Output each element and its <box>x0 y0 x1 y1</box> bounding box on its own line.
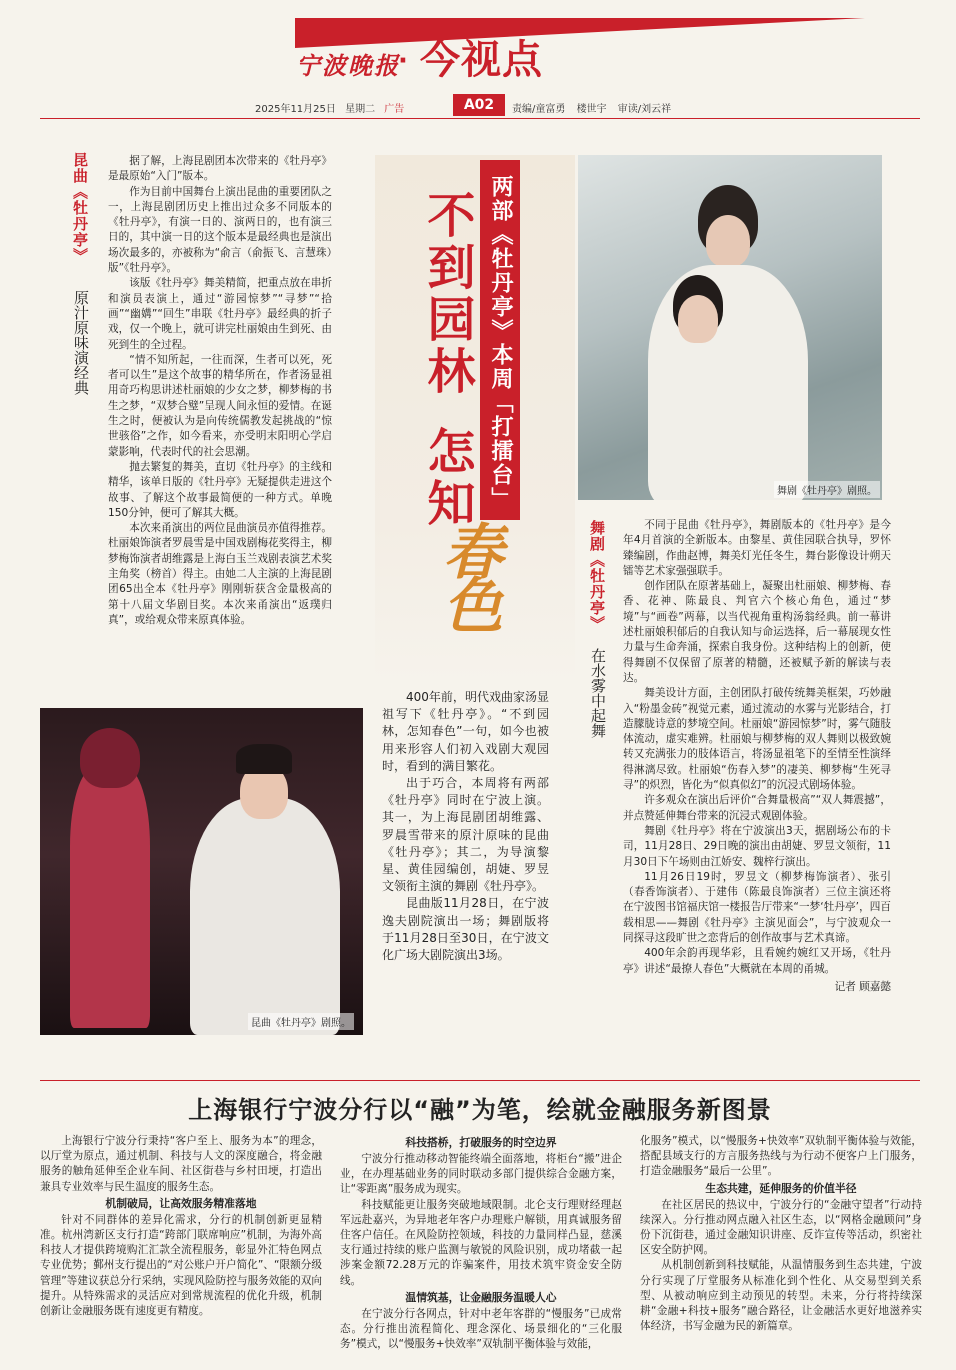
reporter-byline: 记者 顾嘉懿 <box>834 980 891 993</box>
bank-article-col2 <box>340 1134 622 1352</box>
subheading: 机制破局，让高效服务精准落地 <box>105 1196 257 1210</box>
paragraph: 舞剧《牡丹亭》将在宁波演出3天，据剧场公布的卡司，11月28日、29日晚的演出由胡婕、罗昱文领衔，11月30日下午场则由江娇安、魏梓行演出。 <box>623 824 891 868</box>
dance-article-title: 舞剧《牡丹亭》 <box>588 520 606 632</box>
paragraph: 400年余韵再现华彩，且看婉约婉红又开场，《牡丹亭》讲述“最撩人春色”大概就在本周的甬城。 <box>623 947 891 975</box>
designer: 楼世宇 <box>576 104 607 115</box>
masthead-dot: · <box>398 46 408 76</box>
page-number: A02 <box>453 94 505 116</box>
paragraph: 宁波分行推动移动智能终端全面落地，将柜台“搬”进企业，在办理基础业务的同时联动多部门提供综合金融方案，让“零距离”服务成为现实。 <box>340 1153 622 1196</box>
paragraph: 本次来甬演出的两位昆曲演员亦值得推荐。杜丽娘饰演者罗晨雪是中国戏剧梅花奖得主，柳梦梅饰演者胡维露是上海白玉兰戏剧表演艺术奖主角奖（榜首）得主。由她二人主演的上海昆剧团65出全本《牡丹亭》刚刚斩获含金量极高的第十八届文华剧目奖。本次来甬演出“返璞归真”，或给观众带来原真体验。 <box>108 522 332 626</box>
main-headline-line1: 不到园林 <box>419 190 475 398</box>
bottom-rule <box>40 1080 920 1081</box>
kun-article-title: 昆曲《牡丹亭》 <box>71 152 89 264</box>
paragraph: 该版《牡丹亭》舞美精简，把重点放在串折和演员表演上，通过“游园惊梦”“寻梦”“拾画”“幽媾”“回生”串联《牡丹亭》最经典的折子戏，仅一个晚上，就可讲完杜丽娘由生到死、由死到生的全过程。 <box>108 277 332 351</box>
headline-side-text: 两部《牡丹亭》本周「打擂台」 <box>488 175 513 511</box>
paragraph: 据了解，上海昆剧团本次带来的《牡丹亭》是最原始“入门”版本。 <box>108 155 332 183</box>
proofreader: 审读/刘云祥 <box>617 104 672 115</box>
paragraph: 上海银行宁波分行秉持“客户至上、服务为本”的理念，以厅堂为原点，通过机制、科技与人文的深度融合，将金融服务的触角延伸至企业车间、社区街巷与乡村田埂，打造出兼具专业效率与民生温度的服务生态。 <box>40 1135 322 1193</box>
paragraph: 科技赋能更让服务突破地域限制。北仑支行理财经理赵军远赴嘉兴，为异地老年客户办理账户解锁，用真诚服务留住客户信任。在风险防控领域，科技的力量同样凸显，慈溪支行通过持续的账户监测与敏锐的风险识别，成功堵截一起涉案金额72.28万元的诈骗案件，用技术筑牢资金安全防线。 <box>340 1198 622 1287</box>
paragraph: 针对不同群体的差异化需求，分行的机制创新更显精准。杭州湾新区支行打造“跨部门联席响应”机制，为海外高科技人才提供跨境购汇汇款全流程服务，彰显外汇特色网点专业优势；鄞州支行提出的“对公账户开户简化”、“限额分级管理”等建议获总分行采纳，实现风险防控与服务效能的双向提升。从特殊需求的灵活应对到常规流程的优化升级，机制创新让金融服务既有速度更有精度。 <box>40 1213 322 1318</box>
photo-figure-left <box>70 768 150 1028</box>
paragraph: 在社区居民的热议中，宁波分行的“金融守望者”行动持续深入。分行推动网点融入社区生态，以“网格金融顾问”身份下沉街巷，通过金融知识讲座、反诈宣传等活动，织密社区安全防护网。 <box>640 1198 922 1257</box>
newspaper-name: 宁波晚报 <box>296 51 400 80</box>
section-title: 今视点 <box>420 37 543 83</box>
photo-hat-right <box>236 744 292 774</box>
photo-figure-face-2 <box>678 295 718 343</box>
kun-photo-caption: 昆曲《牡丹亭》剧照。 <box>248 1013 354 1030</box>
bank-article-col3 <box>640 1134 922 1334</box>
bank-article-headline: 上海银行宁波分行以“融”为笔，绘就金融服务新图景 <box>188 1096 772 1124</box>
top-rule <box>40 118 920 119</box>
paragraph: 创作团队在原著基础上，凝聚出杜丽娘、柳梦梅、春香、花神、陈最良、判官六个核心角色，通过“梦境”与“画卷”两幕，以当代视角重构汤翁经典。前一幕讲述杜丽娘积郁后的自我认知与命运选择，后一幕展现女性力量与生命奔涌，探索自我身份。这种结构上的创新，使得舞剧不仅保留了原著的精髓，还被赋予新的解读与表达。 <box>623 580 891 684</box>
photo-headdress <box>80 728 140 788</box>
headline-spring: 春色 <box>433 520 503 628</box>
dance-article-subtitle: 在水雾中起舞 <box>589 648 607 738</box>
dance-photo-caption: 舞剧《牡丹亭》剧照。 <box>774 481 880 498</box>
kun-article-body <box>108 154 332 628</box>
bank-article-col1 <box>40 1134 322 1319</box>
kun-article-subtitle: 原汁原味演经典 <box>72 290 90 395</box>
paragraph: 化服务”模式，以“慢服务+快效率”双轨制平衡体验与效能，搭配县域支行的方言服务热线与为行动不便客户上门服务，打造金融服务“最后一公里”。 <box>640 1135 922 1178</box>
dance-photo <box>578 155 882 500</box>
paragraph: 出于巧合，本周将有两部《牡丹亭》同时在宁波上演。其一，为上海昆剧团胡维露、罗晨雪带来的原汁原味的昆曲《牡丹亭》；其二，为导演黎星、黄佳园编创，胡婕、罗昱文领衔主演的舞剧《牡丹亭》。 <box>382 776 549 894</box>
paragraph: 昆曲版11月28日，在宁波逸夫剧院演出一场；舞剧版将于11月28日至30日，在宁波文化广场大剧院演出3场。 <box>382 896 549 963</box>
main-headline-line2: 怎知 <box>419 426 475 530</box>
dance-article-body <box>623 518 891 994</box>
paragraph: 许多观众在演出后评价“合舞量极高”“双人舞震撼”，并点赞延伸舞台带来的沉浸式观剧体验。 <box>623 794 891 822</box>
paragraph: 从机制创新到科技赋能，从温情服务到生态共建，宁波分行实现了厅堂服务从标准化到个性化、从交易型到关系型、从被动响应到主动预见的转型。未来，分行将持续深耕“金融+科技+服务”融合路径，让金融活水更好地滋养实体经济，书写金融为民的新篇章。 <box>640 1259 922 1333</box>
photo-figure-face <box>706 215 750 267</box>
ad-tag: 广告 <box>384 104 405 115</box>
paragraph: “情不知所起，一往而深，生者可以死，死者可以生”是这个故事的精华所在，作者汤显祖用奇巧构思讲述杜丽娘的少女之梦，柳梦梅的书生之梦，“双梦合璧”呈现人间永恒的爱情。在诞生之时，便被认为是向传统儒教发起挑战的“惊世骇俗”之作，如今看来，亦受明末阳明心学启蒙影响，代表时代的社会思潮。 <box>108 353 332 458</box>
issue-date: 2025年11月25日 <box>255 104 336 115</box>
paragraph: 作为目前中国舞台上演出昆曲的重要团队之一，上海昆剧团历史上推出过众多不同版本的《牡丹亭》，有演一日的、演两日的，也有演三日的，其中演一日的这个版本是最经典也是演出场次最多的，亦被称为“俞言（俞振飞、言慧珠）版”《牡丹亭》。 <box>108 185 332 275</box>
photo-figure-right <box>190 798 340 1035</box>
subheading: 生态共建，延伸服务的价值半径 <box>705 1181 857 1195</box>
dateline <box>255 100 410 115</box>
kun-photo <box>40 708 363 1035</box>
editor-credits <box>512 100 679 115</box>
issue-weekday: 星期二 <box>345 104 376 115</box>
paragraph: 舞美设计方面，主创团队打破传统舞美框架，巧妙融入“粉墨金砖”视觉元素，通过流动的水雾与光影结合，打造朦胧诗意的梦境空间。杜丽娘“游园惊梦”时，雾气随肢体流动，虚实难辨。杜丽娘与柳梦梅的双人舞则以极致婉转又充满张力的肢体语言，将汤显祖笔下的至情至性演绎得淋漓尽致。杜丽娘“伤春入梦”的凄美、柳梦梅“生死寻寻”的炽烈，皆化为“似真似幻”的沉浸式剧场体验。 <box>623 687 891 792</box>
paragraph: 11月26日19时，罗昱文（柳梦梅饰演者）、张引（春香饰演者）、于建伟（陈最良饰演者）三位主演还将在宁波图书馆福庆馆一楼报告厅带来“一梦‘牡丹亭’，四百载相思——舞剧《牡丹亭》主演见面会”，与宁波观众一同探寻这段旷世之恋背后的创作故事与艺术真谛。 <box>623 870 891 945</box>
main-headline <box>420 190 474 530</box>
subheading: 温情筑基，让金融服务温暖人心 <box>405 1290 557 1304</box>
paragraph: 在宁波分行各网点，针对中老年客群的“慢服务”已成常态。分行推出流程简化、理念深化、场景细化的“三化服务”模式，以“慢服务+快效率”双轨制平衡体验与效能， <box>340 1307 622 1351</box>
paragraph: 不同于昆曲《牡丹亭》，舞剧版本的《牡丹亭》是今年4月首演的全新版本。由黎星、黄佳园联合执导，罗怀臻编剧，作曲赵博，舞美灯光任冬生，舞台影像设计朔天镭等艺术家强强联手。 <box>623 519 891 577</box>
editor: 责编/童富勇 <box>512 104 566 115</box>
intro-body <box>382 689 549 964</box>
paragraph: 抛去繁复的舞美，直切《牡丹亭》的主线和精华，该单日版的《牡丹亭》无疑提供走进这个故事、了解这个故事最简便的一种方式。单晚150分钟，便可了解其大概。 <box>108 460 332 519</box>
paragraph: 400年前，明代戏曲家汤显祖写下《牡丹亭》。“不到园林，怎知春色”一句，如今也被用来形容人们初入戏剧大观园时，看到的满目繁花。 <box>382 690 549 773</box>
subheading: 科技搭桥，打破服务的时空边界 <box>405 1136 557 1149</box>
photo-figure-robe <box>648 265 808 500</box>
